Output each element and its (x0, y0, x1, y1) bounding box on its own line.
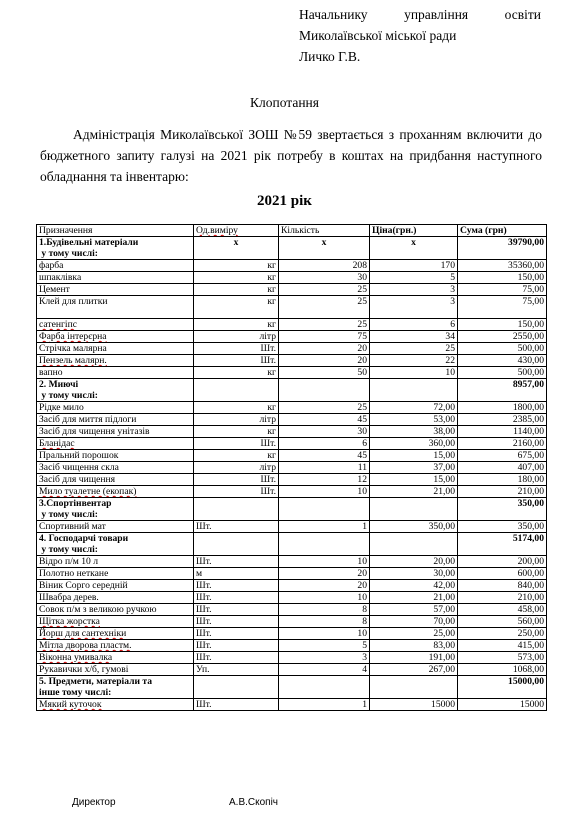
header-quantity: Кількість (279, 225, 370, 237)
item-name-text: Йорш для сантехніки (39, 628, 127, 639)
price-cell: х (370, 237, 458, 260)
sum-cell: 210,00 (458, 592, 547, 604)
price-cell: 30,00 (370, 568, 458, 580)
addressee-line-3: Личко Г.В. (299, 49, 361, 64)
table-row (37, 284, 547, 296)
unit-cell: х (194, 237, 279, 260)
unit-cell: кг (194, 367, 279, 379)
table-row (37, 592, 547, 604)
item-name-text: Віконна умивалка (39, 652, 113, 663)
unit-cell: кг (194, 402, 279, 414)
price-cell: 6 (370, 319, 458, 331)
sum-cell: 15000 (458, 699, 547, 711)
item-name: Стрічка малярна (37, 343, 194, 355)
item-name (37, 628, 194, 640)
section-subtitle: у тому числі: (39, 544, 98, 555)
header-price: Ціна(грн.) (370, 225, 458, 237)
quantity-cell (279, 498, 370, 521)
table-row (37, 355, 547, 367)
price-cell: 170 (370, 260, 458, 272)
quantity-cell: 8 (279, 616, 370, 628)
table-row (37, 462, 547, 474)
quantity-cell: 11 (279, 462, 370, 474)
sum-cell: 840,00 (458, 580, 547, 592)
table-row (37, 556, 547, 568)
item-name: Засіб для чищення унітазів (37, 426, 194, 438)
quantity-cell: 30 (279, 272, 370, 284)
price-cell: 3 (370, 296, 458, 319)
quantity-cell: 1 (279, 521, 370, 533)
price-cell: 267,00 (370, 664, 458, 676)
sum-cell: 150,00 (458, 319, 547, 331)
table-row (37, 426, 547, 438)
director-name: А.В.Скопіч (229, 797, 279, 808)
header-unit-text: Од.виміру (196, 225, 238, 236)
sum-cell: 573,00 (458, 652, 547, 664)
quantity-cell: 10 (279, 486, 370, 498)
sum-cell: 500,00 (458, 367, 547, 379)
quantity-cell: 20 (279, 580, 370, 592)
sum-cell: 675,00 (458, 450, 547, 462)
table-row (37, 331, 547, 343)
price-cell (370, 379, 458, 402)
sum-cell: 15000,00 (458, 676, 547, 699)
budget-table (36, 224, 547, 711)
header-unit (194, 225, 279, 237)
section-row (37, 676, 547, 699)
sum-cell: 35360,00 (458, 260, 547, 272)
quantity-cell: 1 (279, 699, 370, 711)
section-title: 4. Господарчі товари (39, 533, 129, 544)
quantity-cell: 25 (279, 402, 370, 414)
unit-cell: Шт. (194, 699, 279, 711)
table-row (37, 568, 547, 580)
section-name (37, 379, 194, 402)
quantity-cell: 50 (279, 367, 370, 379)
sum-cell: 2160,00 (458, 438, 547, 450)
table-row (37, 402, 547, 414)
sum-cell: 500,00 (458, 343, 547, 355)
table-row (37, 319, 547, 331)
section-row (37, 237, 547, 260)
item-name (37, 640, 194, 652)
table-row (37, 272, 547, 284)
unit-cell: Шт. (194, 640, 279, 652)
unit-cell: літр (194, 414, 279, 426)
price-cell: 21,00 (370, 592, 458, 604)
unit-cell: літр (194, 462, 279, 474)
unit-cell: кг (194, 426, 279, 438)
price-cell: 70,00 (370, 616, 458, 628)
item-name: Засіб чищення скла (37, 462, 194, 474)
price-cell: 25,00 (370, 628, 458, 640)
sum-cell: 150,00 (458, 272, 547, 284)
item-name: Рукавички х/б, гумові (37, 664, 194, 676)
item-name-text: Фарба інтерєрна (39, 331, 107, 342)
sum-cell: 407,00 (458, 462, 547, 474)
sum-cell: 1800,00 (458, 402, 547, 414)
section-subtitle: інше тому числі: (39, 687, 112, 698)
item-name: Цемент (37, 284, 194, 296)
request-paragraph: Адміністрація Миколаївської ЗОШ №59 звертається з проханням включити до бюджетного запиту галузі на 2021 рік потребу в коштах на придбання наступного обладнання та інвентарю: (40, 127, 542, 184)
table-row (37, 486, 547, 498)
price-cell: 191,00 (370, 652, 458, 664)
item-name-text: Мітла дворова пластм. (39, 640, 132, 651)
table-row (37, 521, 547, 533)
quantity-cell: 10 (279, 556, 370, 568)
document-title: Клопотання (249, 95, 319, 110)
unit-cell: Шт. (194, 556, 279, 568)
price-cell: 20,00 (370, 556, 458, 568)
price-cell: 15,00 (370, 450, 458, 462)
unit-cell: Шт. (194, 592, 279, 604)
section-title: 3.Спортінвентар (39, 498, 112, 509)
unit-cell (194, 533, 279, 556)
item-name: фарба (37, 260, 194, 272)
item-name (37, 652, 194, 664)
table-row (37, 664, 547, 676)
section-title: 2. Миючі (39, 379, 79, 390)
quantity-cell: 3 (279, 652, 370, 664)
price-cell: 350,00 (370, 521, 458, 533)
item-name-text: Пензель малярн. (39, 355, 107, 366)
price-cell: 22 (370, 355, 458, 367)
price-cell: 53,00 (370, 414, 458, 426)
sum-cell: 180,00 (458, 474, 547, 486)
sum-cell: 8957,00 (458, 379, 547, 402)
section-title: 1.Будівельні матеріали (39, 237, 139, 248)
addressee-line-2: Миколаївської міської ради (299, 28, 457, 43)
header-sum: Сума (грн) (458, 225, 547, 237)
unit-cell: Шт. (194, 652, 279, 664)
quantity-cell: х (279, 237, 370, 260)
unit-cell: літр (194, 331, 279, 343)
sum-cell: 1068,00 (458, 664, 547, 676)
item-name: Засіб для чищення (37, 474, 194, 486)
item-name (37, 438, 194, 450)
item-name: Полотно неткане (37, 568, 194, 580)
section-name (37, 533, 194, 556)
unit-cell: Шт. (194, 343, 279, 355)
sum-cell: 1140,00 (458, 426, 547, 438)
section-name (37, 237, 194, 260)
price-cell: 42,00 (370, 580, 458, 592)
unit-cell: Шт. (194, 486, 279, 498)
quantity-cell: 10 (279, 592, 370, 604)
quantity-cell: 30 (279, 426, 370, 438)
sum-cell: 2385,00 (458, 414, 547, 426)
table-row (37, 438, 547, 450)
price-cell: 5 (370, 272, 458, 284)
table-body (37, 237, 547, 711)
unit-cell (194, 676, 279, 699)
year-heading: 2021 рік (257, 193, 312, 209)
price-cell (370, 533, 458, 556)
sum-cell: 75,00 (458, 284, 547, 296)
table-header-row (37, 225, 547, 237)
quantity-cell: 45 (279, 450, 370, 462)
item-name-text: Мякий куточок (39, 699, 102, 710)
director-title: Директор (72, 797, 116, 808)
item-name-text: Мило туалетне (екопак) (39, 486, 137, 497)
section-row (37, 498, 547, 521)
table-row (37, 628, 547, 640)
item-name: Клей для плитки (37, 296, 194, 319)
section-name (37, 676, 194, 699)
item-name-text: Щітка жорстка (39, 616, 100, 627)
item-name-text: сатенгіпс (39, 319, 77, 330)
unit-cell: кг (194, 272, 279, 284)
sum-cell: 415,00 (458, 640, 547, 652)
sum-cell: 5174,00 (458, 533, 547, 556)
price-cell (370, 498, 458, 521)
price-cell: 10 (370, 367, 458, 379)
quantity-cell (279, 676, 370, 699)
item-name (37, 486, 194, 498)
section-row (37, 533, 547, 556)
quantity-cell: 75 (279, 331, 370, 343)
price-cell (370, 676, 458, 699)
item-name-text: Бланідас (39, 438, 75, 449)
price-cell: 83,00 (370, 640, 458, 652)
quantity-cell: 20 (279, 568, 370, 580)
sum-cell: 39790,00 (458, 237, 547, 260)
section-subtitle: у тому числі: (39, 390, 98, 401)
unit-cell: Шт. (194, 521, 279, 533)
price-cell: 34 (370, 331, 458, 343)
item-name: Віник Сорго середній (37, 580, 194, 592)
unit-cell (194, 498, 279, 521)
table-row (37, 699, 547, 711)
unit-cell: Шт. (194, 616, 279, 628)
quantity-cell: 6 (279, 438, 370, 450)
unit-cell: кг (194, 450, 279, 462)
item-name (37, 355, 194, 367)
sum-cell: 210,00 (458, 486, 547, 498)
table-row (37, 616, 547, 628)
table-row (37, 604, 547, 616)
item-name (37, 331, 194, 343)
table-row (37, 260, 547, 272)
table-row (37, 580, 547, 592)
price-cell: 21,00 (370, 486, 458, 498)
quantity-cell (279, 379, 370, 402)
sum-cell: 458,00 (458, 604, 547, 616)
unit-cell (194, 379, 279, 402)
section-subtitle: у тому числі: (39, 248, 98, 259)
unit-cell: кг (194, 296, 279, 319)
price-cell: 72,00 (370, 402, 458, 414)
quantity-cell: 208 (279, 260, 370, 272)
section-title: 5. Предмети, матеріали та (39, 676, 153, 687)
item-name: Рідке мило (37, 402, 194, 414)
item-name: Відро п/м 10 л (37, 556, 194, 568)
price-cell: 37,00 (370, 462, 458, 474)
price-cell: 15,00 (370, 474, 458, 486)
quantity-cell: 4 (279, 664, 370, 676)
table-row (37, 474, 547, 486)
table-row (37, 640, 547, 652)
section-name (37, 498, 194, 521)
quantity-cell: 8 (279, 604, 370, 616)
item-name (37, 699, 194, 711)
unit-cell: м (194, 568, 279, 580)
table-row (37, 450, 547, 462)
table-row (37, 414, 547, 426)
sum-cell: 75,00 (458, 296, 547, 319)
unit-cell: Шт. (194, 604, 279, 616)
item-name: шпаклівка (37, 272, 194, 284)
price-cell: 3 (370, 284, 458, 296)
table-row (37, 296, 547, 319)
addressee-line-1: Начальнику управління освіти (299, 7, 541, 22)
item-name: Спортивний мат (37, 521, 194, 533)
sum-cell: 430,00 (458, 355, 547, 367)
item-name: Засіб для миття підлоги (37, 414, 194, 426)
section-row (37, 379, 547, 402)
price-cell: 15000 (370, 699, 458, 711)
header-purpose: Призначення (37, 225, 194, 237)
sum-cell: 600,00 (458, 568, 547, 580)
sum-cell: 250,00 (458, 628, 547, 640)
section-subtitle: у тому числі: (39, 509, 98, 520)
sum-cell: 350,00 (458, 498, 547, 521)
unit-cell: Шт. (194, 438, 279, 450)
price-cell: 360,00 (370, 438, 458, 450)
price-cell: 57,00 (370, 604, 458, 616)
unit-cell: кг (194, 284, 279, 296)
unit-cell: Шт. (194, 580, 279, 592)
unit-cell: кг (194, 260, 279, 272)
unit-cell: Шт. (194, 628, 279, 640)
unit-cell: Шт. (194, 474, 279, 486)
quantity-cell: 25 (279, 296, 370, 319)
sum-cell: 200,00 (458, 556, 547, 568)
quantity-cell: 25 (279, 319, 370, 331)
quantity-cell: 5 (279, 640, 370, 652)
quantity-cell: 45 (279, 414, 370, 426)
quantity-cell: 25 (279, 284, 370, 296)
item-name (37, 616, 194, 628)
item-name: вапно (37, 367, 194, 379)
price-cell: 25 (370, 343, 458, 355)
price-cell: 38,00 (370, 426, 458, 438)
item-name: Швабра дерев. (37, 592, 194, 604)
quantity-cell: 20 (279, 355, 370, 367)
table-row (37, 652, 547, 664)
unit-cell: Уп. (194, 664, 279, 676)
item-name: Пральний порошок (37, 450, 194, 462)
sum-cell: 560,00 (458, 616, 547, 628)
table-row (37, 343, 547, 355)
item-name: Совок п/м з великою ручкою (37, 604, 194, 616)
addressee-block (299, 4, 541, 67)
quantity-cell: 20 (279, 343, 370, 355)
unit-cell: Шт. (194, 355, 279, 367)
quantity-cell: 12 (279, 474, 370, 486)
unit-cell: кг (194, 319, 279, 331)
item-name (37, 319, 194, 331)
sum-cell: 2550,00 (458, 331, 547, 343)
quantity-cell: 10 (279, 628, 370, 640)
quantity-cell (279, 533, 370, 556)
table-row (37, 367, 547, 379)
sum-cell: 350,00 (458, 521, 547, 533)
